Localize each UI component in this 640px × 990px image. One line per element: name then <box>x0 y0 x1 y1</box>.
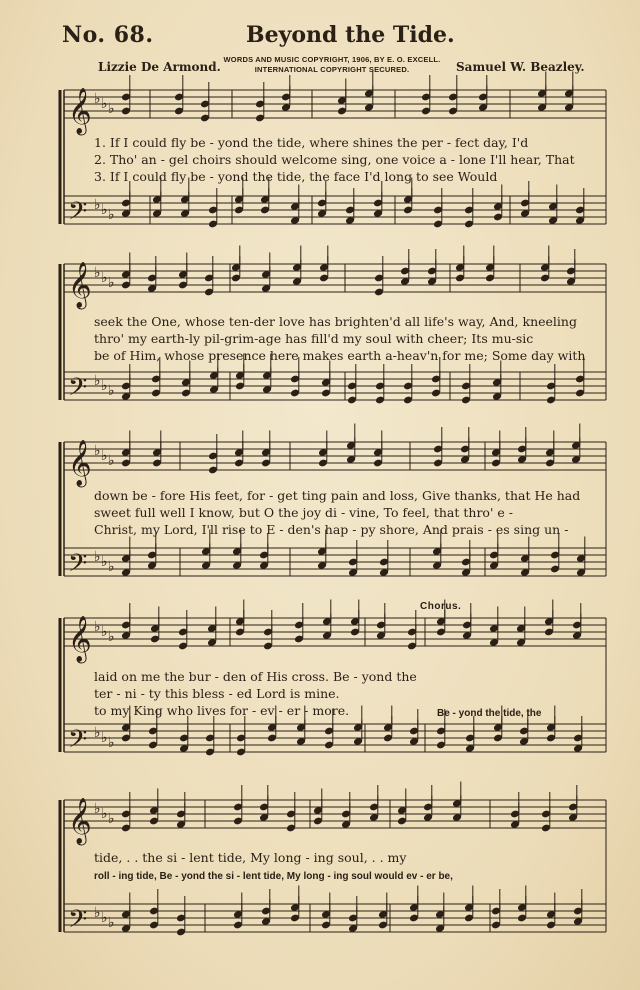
lyric-system2-verse1: seek the One, whose ten-der love has brighten'd all life's way, And, kneeling <box>94 314 577 329</box>
bass-clef-icon: 𝄢 <box>68 549 88 584</box>
flat-icon: ♭ <box>101 805 108 822</box>
flat-icon: ♭ <box>101 201 108 218</box>
hymn-title: Beyond the Tide. <box>246 22 455 48</box>
flat-icon: ♭ <box>101 95 108 112</box>
flat-icon: ♭ <box>94 725 101 741</box>
lyric-system1-verse2: 2. Tho' an - gel choirs should welcome sing, one voice a - lone I'll hear, That <box>94 152 575 167</box>
lyric-system2-verse2: thro' my earth-ly pil-grim-age has fill'd my soul with cheer; Its mu-sic <box>94 331 534 346</box>
flat-icon: ♭ <box>101 269 108 286</box>
flat-icon: ♭ <box>101 729 108 746</box>
flat-icon: ♭ <box>108 382 115 399</box>
treble-clef-icon: 𝄞 <box>68 262 92 308</box>
lyric-system2-verse3: be of Him, whose presence here makes earth a-heav'n for me; Some day with <box>94 348 586 363</box>
flat-icon: ♭ <box>101 377 108 394</box>
flat-icon: ♭ <box>94 443 101 459</box>
flat-icon: ♭ <box>108 206 115 223</box>
hymn-number: No. 68. <box>62 22 154 48</box>
flat-icon: ♭ <box>94 91 101 107</box>
flat-icon: ♭ <box>108 452 115 469</box>
lyric-system4-chorus-bass: Be - yond the tide, the <box>437 708 542 719</box>
copyright-line-2: INTERNATIONAL COPYRIGHT SECURED. <box>254 65 410 74</box>
lyric-system3-verse1: down be - fore His feet, for - get ting pain and loss, Give thanks, that He had <box>94 488 581 503</box>
bass-clef-icon: 𝄢 <box>68 725 88 760</box>
bass-clef-icon: 𝄢 <box>68 905 88 940</box>
lyric-system1-verse1: 1. If I could fly be - yond the tide, where shines the per - fect day, I'd <box>94 135 529 150</box>
lyric-system3-verse2: sweet full well I know, but O the joy di - vine, To feel, that thro' e - <box>94 505 513 520</box>
flat-icon: ♭ <box>101 909 108 926</box>
flat-icon: ♭ <box>94 265 101 281</box>
lyricist: Lizzie De Armond. <box>98 60 221 74</box>
lyric-system4-verse3: to my King who lives for - ev - er - more. <box>94 703 350 718</box>
treble-clef-icon: 𝄞 <box>68 88 92 134</box>
flat-icon: ♭ <box>101 447 108 464</box>
treble-clef-icon: 𝄞 <box>68 616 92 662</box>
copyright-line-1: WORDS AND MUSIC COPYRIGHT, 1906, BY E. O. EXCELL. <box>223 55 441 64</box>
flat-icon: ♭ <box>108 914 115 931</box>
flat-icon: ♭ <box>108 274 115 291</box>
lyric-system4-verse1: laid on me the bur - den of His cross. Be - yond the <box>94 669 417 684</box>
flat-icon: ♭ <box>108 628 115 645</box>
flat-icon: ♭ <box>108 810 115 827</box>
lyric-system5-chorus-bass: roll - ing tide, Be - yond the si - lent tide, My long - ing soul would ev - er be, <box>94 871 453 882</box>
treble-clef-icon: 𝄞 <box>68 798 92 844</box>
flat-icon: ♭ <box>101 553 108 570</box>
lyric-system1-verse3: 3. If I could fly be - yond the tide, the face I'd long to see Would <box>94 169 498 184</box>
flat-icon: ♭ <box>108 100 115 117</box>
chorus-label: Chorus. <box>420 601 462 612</box>
flat-icon: ♭ <box>94 801 101 817</box>
bass-clef-icon: 𝄢 <box>68 373 88 408</box>
flat-icon: ♭ <box>101 623 108 640</box>
flat-icon: ♭ <box>94 197 101 213</box>
composer: Samuel W. Beazley. <box>456 60 585 74</box>
flat-icon: ♭ <box>94 905 101 921</box>
lyric-system4-verse2: ter - ni - ty this bless - ed Lord is mine. <box>94 686 340 701</box>
flat-icon: ♭ <box>108 734 115 751</box>
treble-clef-icon: 𝄞 <box>68 440 92 486</box>
flat-icon: ♭ <box>94 619 101 635</box>
flat-icon: ♭ <box>94 373 101 389</box>
lyric-system3-verse3: Christ, my Lord, I'll rise to E - den's hap - py shore, And prais - es sing un - <box>94 522 569 537</box>
flat-icon: ♭ <box>108 558 115 575</box>
lyric-system5-chorus: tide, . . the si - lent tide, My long - ing soul, . . my <box>94 850 407 865</box>
bass-clef-icon: 𝄢 <box>68 197 88 232</box>
flat-icon: ♭ <box>94 549 101 565</box>
